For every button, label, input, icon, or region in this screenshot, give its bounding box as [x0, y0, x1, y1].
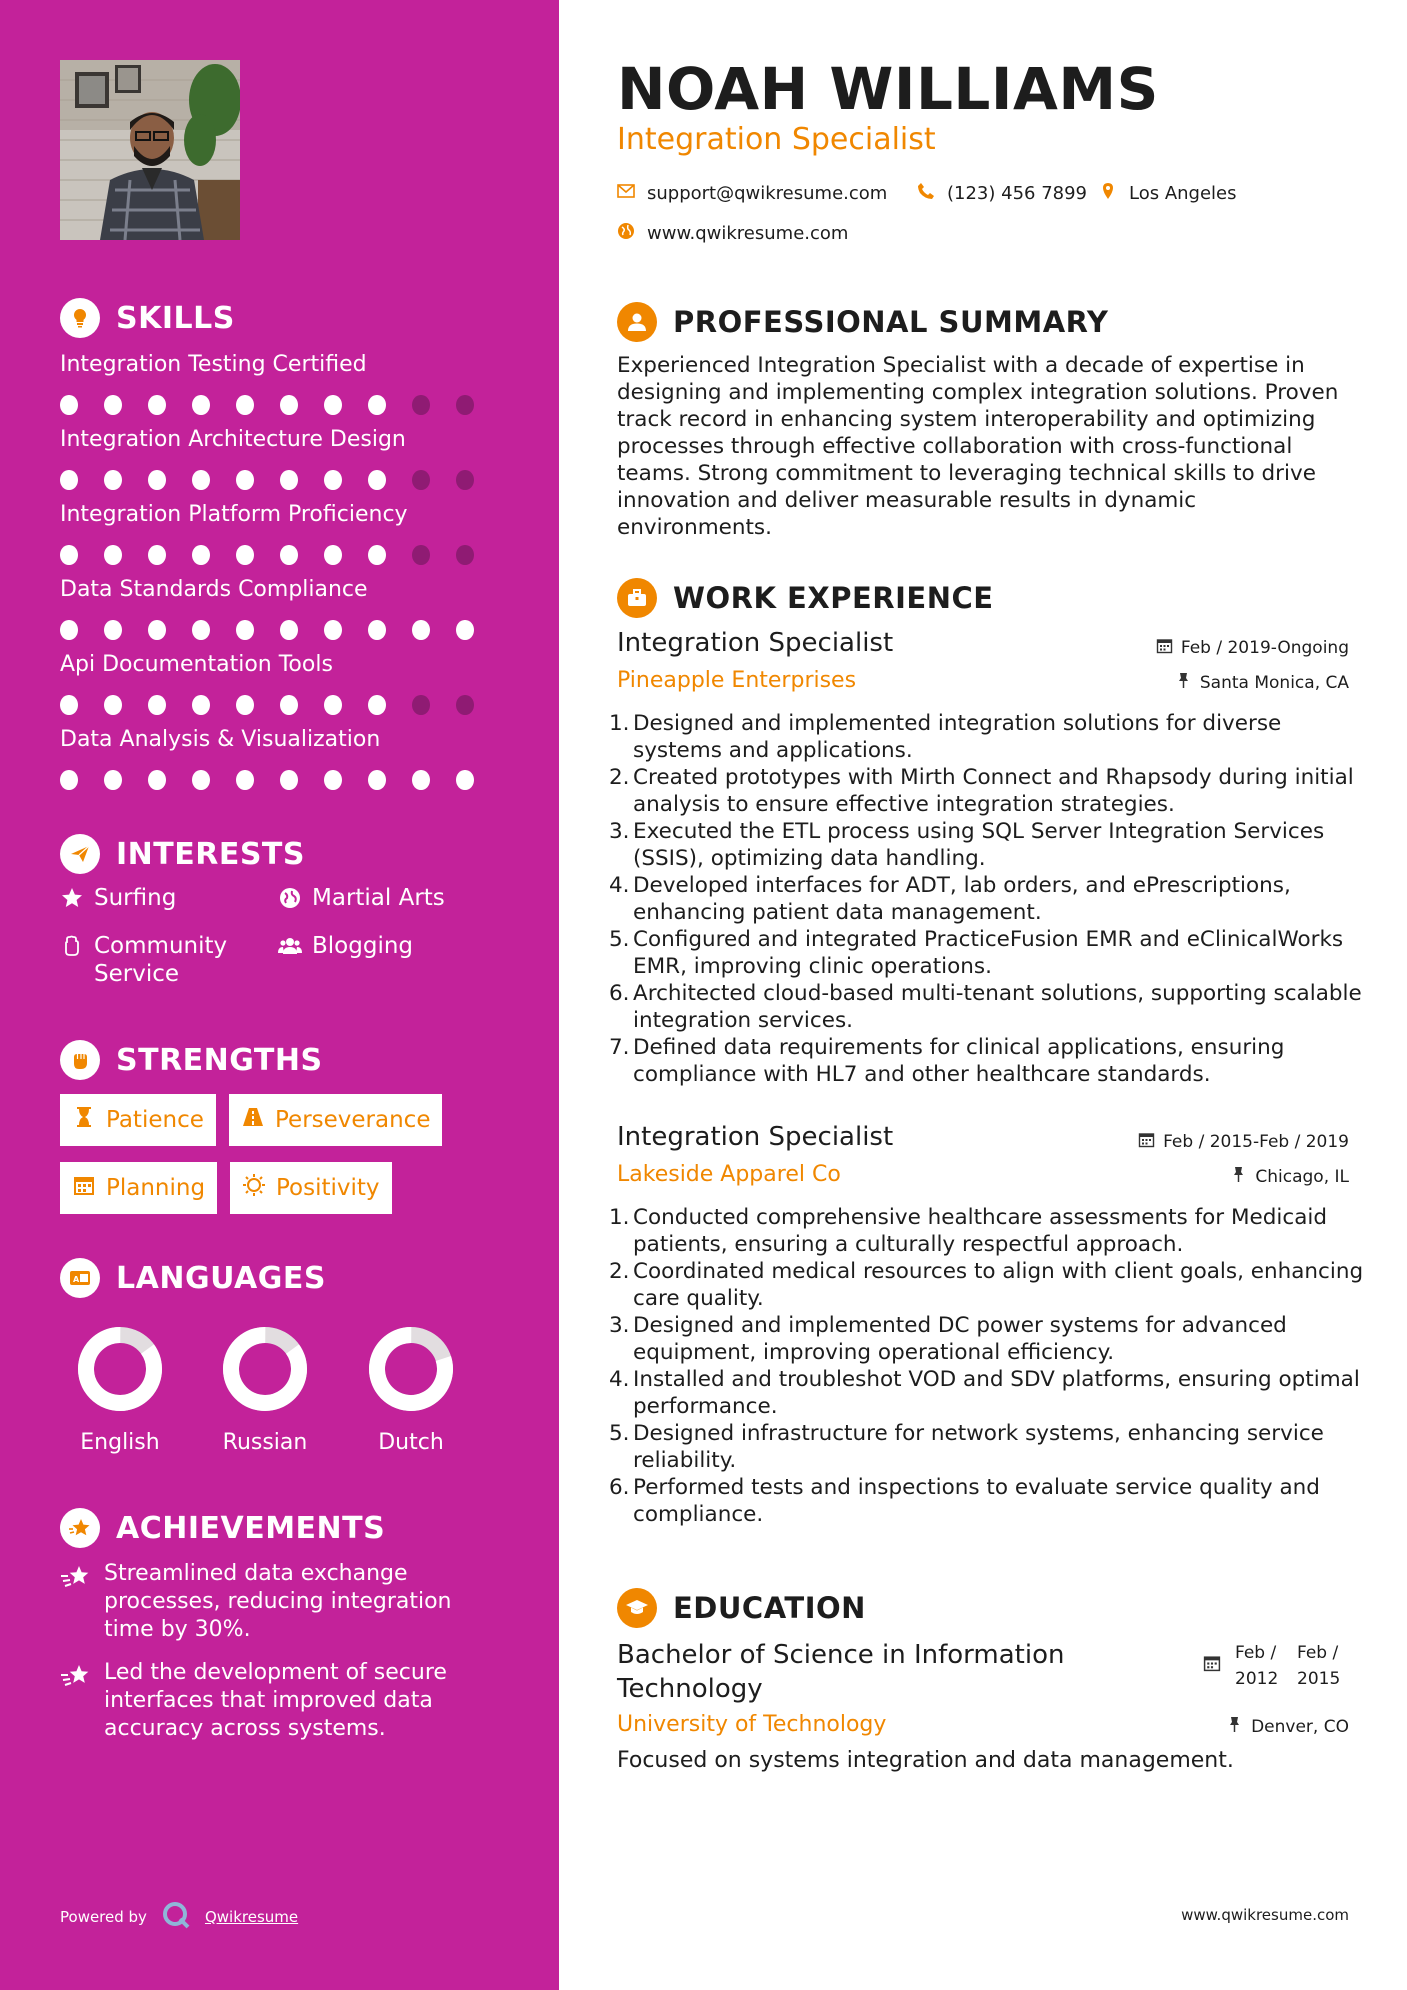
job-location [1230, 1166, 1349, 1188]
languages-heading [60, 1258, 326, 1298]
job-title: Integration Specialist [617, 628, 894, 658]
candidate-name: NOAH WILLIAMS [617, 55, 1159, 123]
strength-label: Planning [106, 1175, 206, 1201]
skill-item [60, 727, 500, 790]
skill-dot [412, 470, 430, 490]
duty-text: Conducted comprehensive healthcare assessments for Medicaid patients, ensuring a culturally respectful approach. [633, 1205, 1327, 1257]
website-text[interactable]: www.qwikresume.com [647, 223, 849, 244]
skill-dot [104, 470, 122, 490]
skill-dot [192, 620, 210, 640]
profile-photo [60, 60, 240, 240]
skill-dot [60, 395, 78, 415]
skill-dot [192, 695, 210, 715]
skill-dot [280, 395, 298, 415]
education-title: EDUCATION [673, 1591, 866, 1625]
language-label: Dutch [378, 1430, 444, 1455]
main-content [559, 0, 1407, 1990]
skill-rating [60, 395, 500, 415]
envelope-icon [617, 182, 635, 205]
phone-text[interactable]: (123) 456 7899 [947, 183, 1088, 204]
skill-dot [456, 695, 474, 715]
strength-tag [229, 1094, 442, 1146]
skill-dot [236, 770, 254, 790]
education-dates [1203, 1640, 1349, 1692]
job-dates [1156, 637, 1349, 659]
users-icon [278, 932, 302, 965]
skill-dot [324, 470, 342, 490]
pushpin-icon [1230, 1166, 1247, 1188]
duty-text: Executed the ETL process using SQL Server Integration Services (SSIS), optimizing data handling. [633, 819, 1325, 871]
skill-dot [412, 545, 430, 565]
skill-item [60, 427, 500, 490]
shooting-star-icon [60, 1560, 92, 1644]
duty-number: 5. [609, 1421, 630, 1446]
duty-text: Architected cloud-based multi-tenant solutions, supporting scalable integration services. [633, 981, 1362, 1033]
duty-item [609, 980, 1377, 1034]
education-heading [617, 1588, 866, 1628]
skill-dot [280, 470, 298, 490]
skill-dot [280, 770, 298, 790]
skill-dot [412, 395, 430, 415]
duty-text: Created prototypes with Mirth Connect and Rhapsody during initial analysis to ensure effective integration strategies. [633, 765, 1354, 817]
interest-label: Martial Arts [312, 885, 445, 911]
location-text: Los Angeles [1129, 183, 1237, 204]
duty-text: Configured and integrated PracticeFusion EMR and eClinicalWorks EMR, improving clinic operations. [633, 927, 1344, 979]
interests-title: INTERESTS [116, 836, 305, 872]
duty-item [609, 1474, 1377, 1528]
skill-item [60, 352, 500, 415]
job-duties [609, 1204, 1377, 1528]
duty-item [609, 1420, 1377, 1474]
skill-dot [324, 545, 342, 565]
fist-icon [60, 1040, 100, 1080]
skill-dot [368, 770, 386, 790]
job-dates [1138, 1131, 1349, 1153]
strengths-title: STRENGTHS [116, 1042, 323, 1078]
duty-text: Defined data requirements for clinical applications, ensuring compliance with HL7 and other healthcare standards. [633, 1035, 1285, 1087]
skill-dot [148, 620, 166, 640]
company-name: Lakeside Apparel Co [617, 1162, 841, 1187]
calendar-icon [1138, 1131, 1155, 1153]
language-label: English [80, 1430, 160, 1455]
skill-dot [148, 770, 166, 790]
job-dates-text: Feb / 2019-Ongoing [1180, 638, 1349, 658]
duty-item [609, 1258, 1377, 1312]
skill-dot [60, 620, 78, 640]
skill-dot [324, 770, 342, 790]
language-label: Russian [222, 1430, 308, 1455]
paper-plane-icon [60, 834, 100, 874]
skill-dot [456, 620, 474, 640]
education-end: Feb / 2015 [1297, 1643, 1341, 1689]
duty-number: 3. [609, 819, 630, 844]
skill-dot [456, 770, 474, 790]
hourglass-icon [72, 1105, 96, 1135]
pushpin-icon [1175, 672, 1192, 694]
strength-label: Positivity [276, 1175, 380, 1201]
education-location-text: Denver, CO [1251, 1717, 1349, 1737]
sun-icon [242, 1173, 266, 1203]
skill-dot [104, 545, 122, 565]
skill-dot [104, 620, 122, 640]
duty-text: Designed infrastructure for network systems, enhancing service reliability. [633, 1421, 1324, 1473]
achievements-heading [60, 1508, 385, 1548]
map-pin-icon [1099, 182, 1117, 205]
skill-dot [148, 695, 166, 715]
skill-dot [192, 545, 210, 565]
skill-dot [368, 620, 386, 640]
job-duties [609, 710, 1377, 1088]
strength-tag [60, 1162, 217, 1214]
achievement-item [60, 1659, 480, 1743]
interest-label: Blogging [312, 933, 414, 959]
phone-icon [917, 182, 935, 205]
skill-dot [236, 545, 254, 565]
skill-label: Data Analysis & Visualization [60, 727, 381, 752]
duty-item [609, 1312, 1377, 1366]
skill-dot [192, 395, 210, 415]
briefcase-icon [617, 578, 657, 618]
education-degree: Bachelor of Science in Information Technology [617, 1640, 1065, 1704]
powered-by-label: Powered by [60, 1908, 147, 1926]
skill-dot [60, 470, 78, 490]
experience-heading [617, 578, 994, 618]
contact-website [617, 222, 848, 245]
duty-item [609, 926, 1377, 980]
language-ring-fill [77, 1326, 163, 1412]
education-location [1226, 1716, 1349, 1738]
language-item [351, 1326, 471, 1455]
skill-dot [148, 470, 166, 490]
duty-text: Developed interfaces for ADT, lab orders, and ePrescriptions, enhancing patient data management. [633, 873, 1291, 925]
strength-label: Patience [106, 1107, 204, 1133]
skill-dot [368, 695, 386, 715]
contact-email [617, 182, 887, 205]
road-icon [241, 1105, 265, 1135]
skill-dot [280, 620, 298, 640]
job-dates-text: Feb / 2015-Feb / 2019 [1163, 1132, 1349, 1152]
user-icon [617, 302, 657, 342]
interest-item [60, 932, 250, 988]
duty-item [609, 818, 1377, 872]
calendar-icon [72, 1173, 96, 1203]
skill-label: Integration Platform Proficiency [60, 502, 408, 527]
job-location-text: Chicago, IL [1255, 1167, 1349, 1187]
job-location [1175, 672, 1349, 694]
education-school: University of Technology [617, 1712, 887, 1737]
sidebar [0, 0, 559, 1990]
duty-number: 5. [609, 927, 630, 952]
skill-rating [60, 770, 500, 790]
interest-label: Surfing [94, 885, 177, 911]
language-ring-fill [368, 1326, 454, 1412]
duty-number: 7. [609, 1035, 630, 1060]
skill-dot [368, 470, 386, 490]
skill-dot [412, 770, 430, 790]
skill-dot [324, 695, 342, 715]
duty-text: Performed tests and inspections to evaluate service quality and compliance. [633, 1475, 1320, 1527]
skill-dot [236, 395, 254, 415]
skill-dot [324, 620, 342, 640]
shooting-star-icon [60, 1659, 92, 1743]
skill-dot [412, 620, 430, 640]
achievement-item [60, 1560, 480, 1644]
skill-dot [280, 545, 298, 565]
graduation-cap-icon [617, 1588, 657, 1628]
company-name: Pineapple Enterprises [617, 668, 857, 693]
footer-website[interactable]: www.qwikresume.com [1181, 1906, 1349, 1924]
skill-item [60, 502, 500, 565]
star-badge-icon [60, 1508, 100, 1548]
skill-label: Integration Testing Certified [60, 352, 367, 377]
strengths-heading [60, 1040, 323, 1080]
skill-label: Integration Architecture Design [60, 427, 406, 452]
skill-dot [412, 695, 430, 715]
interest-label: Community Service [94, 933, 228, 987]
calendar-icon [1203, 1640, 1221, 1680]
skill-rating [60, 470, 500, 490]
skill-dot [280, 695, 298, 715]
skill-dot [104, 395, 122, 415]
language-item [205, 1326, 325, 1455]
skill-dot [456, 395, 474, 415]
skill-dot [456, 470, 474, 490]
duty-number: 2. [609, 1259, 630, 1284]
interest-item [278, 932, 413, 965]
skill-dot [324, 395, 342, 415]
duty-item [609, 1366, 1377, 1420]
skill-dot [236, 620, 254, 640]
skill-dot [104, 695, 122, 715]
skill-item [60, 577, 500, 640]
duty-item [609, 1204, 1377, 1258]
experience-title: WORK EXPERIENCE [673, 581, 994, 615]
job-title: Integration Specialist [617, 1122, 894, 1152]
candidate-role: Integration Specialist [617, 122, 936, 157]
hand-icon [60, 932, 84, 988]
achievement-text: Led the development of secure interfaces that improved data accuracy across systems. [104, 1660, 447, 1741]
skill-dot [192, 770, 210, 790]
skill-dot [60, 545, 78, 565]
language-ring-fill [222, 1326, 308, 1412]
duty-item [609, 710, 1377, 764]
svg-text:A: A [73, 1275, 80, 1284]
skill-dot [104, 770, 122, 790]
language-item [60, 1326, 180, 1455]
duty-number: 1. [609, 711, 630, 736]
interest-item [278, 884, 445, 917]
skill-rating [60, 695, 500, 715]
interests-heading [60, 834, 305, 874]
job-location-text: Santa Monica, CA [1199, 673, 1349, 693]
duty-number: 4. [609, 1367, 630, 1392]
languages-title: LANGUAGES [116, 1260, 326, 1296]
skills-title: SKILLS [116, 300, 235, 336]
language-ring [77, 1326, 163, 1412]
calendar-icon [1156, 637, 1173, 659]
language-ring [222, 1326, 308, 1412]
duty-item [609, 764, 1377, 818]
duty-text: Designed and implemented integration solutions for diverse systems and applications. [633, 711, 1282, 763]
language-ring [368, 1326, 454, 1412]
strength-tag [60, 1094, 216, 1146]
contact-phone [917, 182, 1087, 205]
duty-text: Coordinated medical resources to align with client goals, enhancing care quality. [633, 1259, 1364, 1311]
duty-number: 6. [609, 981, 630, 1006]
skill-dot [148, 545, 166, 565]
skill-dot [60, 770, 78, 790]
skill-rating [60, 545, 500, 565]
star-icon [60, 884, 84, 917]
summary-text: Experienced Integration Specialist with a decade of expertise in designing and implementing complex integration solutions. Proven track record in enhancing system interoperability and optimizing processes through effective collaboration with cross-functional teams. Strong commitment to leveraging technical skills to drive innovation and deliver measurable results in dynamic environments. [617, 353, 1339, 540]
duty-text: Designed and implemented DC power systems for advanced equipment, improving operational efficiency. [633, 1313, 1287, 1365]
skill-dot [60, 695, 78, 715]
education-start: Feb / 2012 [1235, 1643, 1279, 1689]
duty-number: 3. [609, 1313, 630, 1338]
summary-heading [617, 302, 1108, 342]
skill-item [60, 652, 500, 715]
globe-icon [278, 884, 302, 917]
lightbulb-icon [60, 298, 100, 338]
qwikresume-logo-icon [161, 1900, 191, 1934]
duty-number: 1. [609, 1205, 630, 1230]
duty-item [609, 872, 1377, 926]
interest-item [60, 884, 176, 917]
achievements-title: ACHIEVEMENTS [116, 1510, 386, 1546]
strength-label: Perseverance [275, 1107, 431, 1133]
skill-dot [236, 470, 254, 490]
globe-icon [617, 222, 635, 245]
duty-text: Installed and troubleshot VOD and SDV platforms, ensuring optimal performance. [633, 1367, 1360, 1419]
duty-number: 6. [609, 1475, 630, 1500]
skill-dot [236, 695, 254, 715]
duty-number: 2. [609, 765, 630, 790]
contact-location [1099, 182, 1237, 205]
powered-by [60, 1900, 298, 1934]
skill-dot [368, 545, 386, 565]
duty-number: 4. [609, 873, 630, 898]
strength-tag [230, 1162, 392, 1214]
skill-dot [456, 545, 474, 565]
summary-title: PROFESSIONAL SUMMARY [673, 305, 1109, 339]
skill-dot [192, 470, 210, 490]
achievement-text: Streamlined data exchange processes, reducing integration time by 30%. [104, 1561, 452, 1642]
skill-dot [148, 395, 166, 415]
qwikresume-link[interactable]: Qwikresume [204, 1908, 299, 1926]
duty-item [609, 1034, 1377, 1088]
skill-label: Api Documentation Tools [60, 652, 333, 677]
email-text[interactable]: support@qwikresume.com [647, 183, 888, 204]
skill-label: Data Standards Compliance [60, 577, 368, 602]
skills-heading [60, 298, 235, 338]
skill-rating [60, 620, 500, 640]
skill-dot [368, 395, 386, 415]
pushpin-icon [1226, 1716, 1243, 1738]
education-description: Focused on systems integration and data management. [617, 1748, 1234, 1773]
language-icon [60, 1258, 100, 1298]
